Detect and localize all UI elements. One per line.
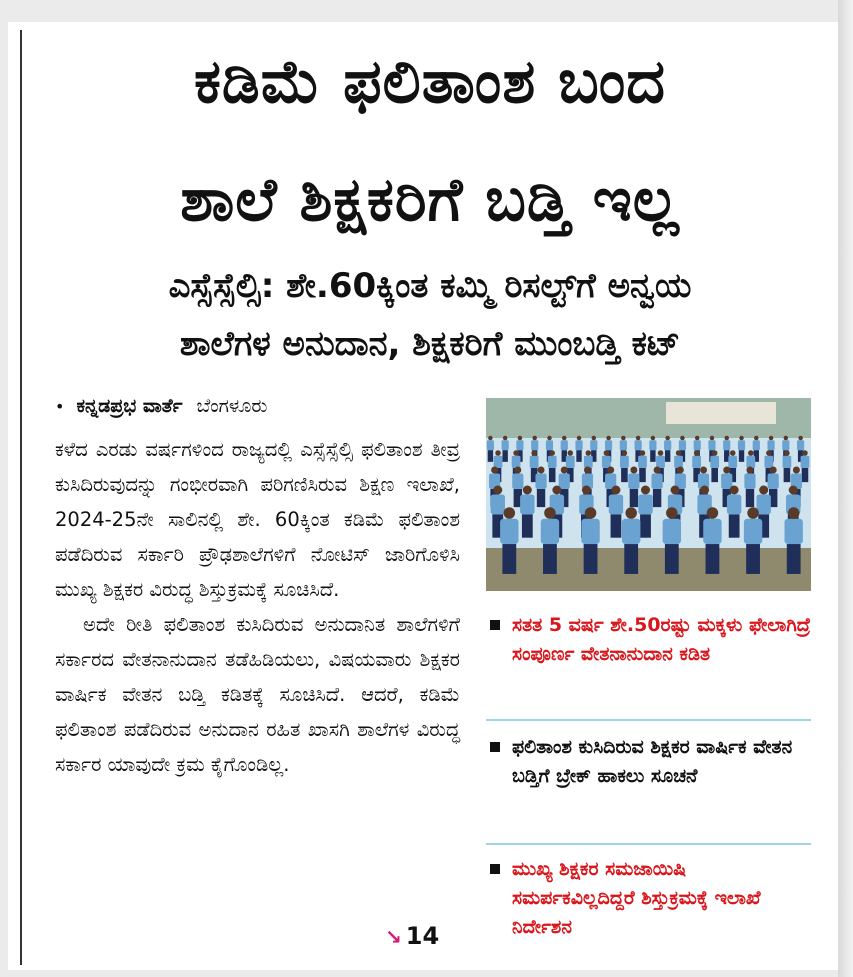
callout-bullet-icon bbox=[490, 620, 500, 630]
callout-1-text: ಸತತ 5 ವರ್ಷ ಶೇ.50ರಷ್ಟು ಮಕ್ಕಳು ಫೇಲಾಗಿದ್ರೆ ಸಂಪೂರ್ಣ ವೇತನಾನುದಾನ ಕಡಿತ bbox=[512, 614, 811, 665]
callout-2 bbox=[486, 733, 811, 791]
callout-bullet-icon bbox=[490, 864, 500, 874]
students-assembly-photo bbox=[486, 398, 811, 591]
subheadline-line-1: ಎಸ್ಸೆಸ್ಸೆಲ್ಸಿ: ಶೇ.60ಕ್ಕಿಂತ ಕಮ್ಮಿ ರಿಸಲ್ಟ್‌ಗೆ ಅನ್ವಯ bbox=[168, 266, 692, 306]
article-body bbox=[55, 432, 460, 782]
jump-arrow-icon: ↘ bbox=[385, 925, 402, 949]
page-edge-shadow bbox=[838, 0, 853, 977]
jump-page-number: 14 bbox=[405, 922, 440, 950]
byline bbox=[55, 392, 475, 421]
callout-bullet-icon bbox=[490, 742, 500, 752]
photo-ground bbox=[486, 548, 811, 591]
body-paragraph-1: ಕಳೆದ ಎರಡು ವರ್ಷಗಳಿಂದ ರಾಜ್ಯದಲ್ಲಿ ಎಸ್ಸೆಸ್ಸೆಲ್ಸಿ ಫಲಿತಾಂಶ ತೀವ್ರ ಕುಸಿದಿರುವುದನ್ನು ಗಂಭೀರವಾಗಿ ಪರಿಗಣಿಸಿರುವ ಶಿಕ್ಷಣ ಇಲಾಖೆ, 2024-25ನೇ ಸಾಲಿನಲ್ಲಿ ಶೇ. 60ಕ್ಕಿಂತ ಕಡಿಮೆ ಫಲಿತಾಂಶ ಪಡೆದಿರುವ ಸರ್ಕಾರಿ ಪ್ರೌಢಶಾಲೆಗಳಿಗೆ ನೋಟಿಸ್ ಜಾರಿಗೊಳಿಸಿ ಮುಖ್ಯ ಶಿಕ್ಷಕರ ವಿರುದ್ಧ ಶಿಸ್ತುಕ್ರಮಕ್ಕೆ ಸೂಚಿಸಿದೆ. bbox=[55, 438, 460, 601]
byline-source: ಕನ್ನಡಪ್ರಭ ವಾರ್ತೆ bbox=[76, 395, 183, 417]
callout-3 bbox=[486, 855, 811, 942]
byline-location: ಬೆಂಗಳೂರು bbox=[196, 395, 268, 417]
callout-2-text: ಫಲಿತಾಂಶ ಕುಸಿದಿರುವ ಶಿಕ್ಷಕರ ವಾರ್ಷಿಕ ವೇತನ ಬಡ್ತಿಗೆ ಬ್ರೇಕ್ ಹಾಕಲು ಸೂಚನೆ bbox=[512, 736, 793, 787]
column-rule bbox=[20, 30, 22, 965]
headline-line-1: ಕಡಿಮೆ ಫಲಿತಾಂಶ ಬಂದ bbox=[193, 47, 667, 117]
callout-divider bbox=[486, 719, 811, 721]
byline-bullet: • bbox=[55, 397, 65, 416]
subheadline-line-2: ಶಾಲೆಗಳ ಅನುದಾನ, ಶಿಕ್ಷಕರಿಗೆ ಮುಂಬಡ್ತಿ ಕಟ್ bbox=[179, 324, 681, 364]
callout-1 bbox=[486, 611, 811, 669]
body-paragraph-2: ಅದೇ ರೀತಿ ಫಲಿತಾಂಶ ಕುಸಿದಿರುವ ಅನುದಾನಿತ ಶಾಲೆಗಳಿಗೆ ಸರ್ಕಾರದ ವೇತನಾನುದಾನ ತಡೆಹಿಡಿಯಲು, ವಿಷಯವಾರು ಶಿಕ್ಷಕರ ವಾರ್ಷಿಕ ವೇತನ ಬಡ್ತಿ ಕಡಿತಕ್ಕೆ ಸೂಚಿಸಿದೆ. ಆದರೆ, ಕಡಿಮೆ ಫಲಿತಾಂಶ ಪಡೆದಿರುವ ಅನುದಾನ ರಹಿತ ಖಾಸಗಿ ಶಾಲೆಗಳ ವಿರುದ್ಧ ಸರ್ಕಾರ ಯಾವುದೇ ಕ್ರಮ ಕೈಗೊಂಡಿಲ್ಲ. bbox=[55, 613, 460, 776]
photo-building bbox=[666, 402, 776, 424]
continued-on-page bbox=[385, 922, 439, 950]
students-photo-illustration bbox=[486, 398, 811, 591]
callout-3-text: ಮುಖ್ಯ ಶಿಕ್ಷಕರ ಸಮಜಾಯಿಷಿ ಸಮರ್ಪಕವಿಲ್ಲದಿದ್ದರೆ ಶಿಸ್ತುಕ್ರಮಕ್ಕೆ ಇಲಾಖೆ ನಿರ್ದೇಶನ bbox=[512, 858, 761, 938]
callout-divider bbox=[486, 843, 811, 845]
headline-line-2: ಶಾಲೆ ಶಿಕ್ಷಕರಿಗೆ ಬಡ್ತಿ ಇಲ್ಲ bbox=[180, 165, 680, 235]
